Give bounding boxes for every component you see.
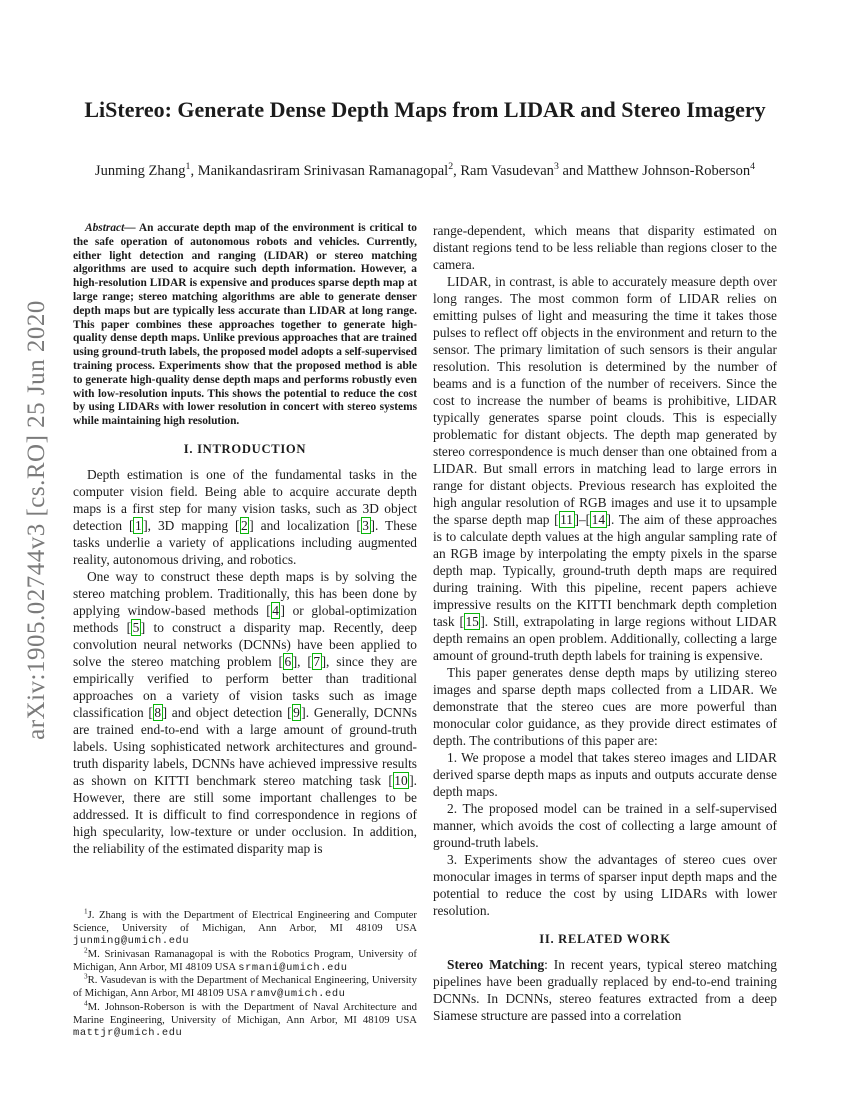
footnote-4: [73, 1001, 417, 1040]
abstract: [73, 222, 417, 429]
superscript: 1: [84, 907, 88, 916]
citation-link[interactable]: 9: [293, 704, 300, 720]
contribution-3: 3. Experiments show the advantages of stereo cues over monocular images in terms of sparser input depth maps and the potential to reduce the cost by using LIDARs with lower resolution.: [433, 852, 777, 918]
superscript: 1: [185, 161, 191, 173]
intro-paragraph-2-continued: range-dependent, which means that disparity estimated on distant regions tend to be less reliable than regions closer to the camera.: [433, 223, 777, 272]
footnote-1-email: junming@umich.edu: [73, 935, 190, 948]
footnote-3: [73, 974, 417, 1000]
intro-paragraph-4: This paper generates dense depth maps by utilizing stereo images and sparse depth maps collected from a LIDAR. We demonstrate that the stereo cues are more powerful than monocular color guidance, as they provide direct estimates of depth. The contributions of this paper are:: [433, 665, 777, 748]
related-work-lead: Stereo Matching: [447, 957, 545, 972]
superscript: 4: [84, 999, 88, 1008]
authors-line: Junming Zhang$^1$, Manikandasriram Srinivasan Ramanagopal$^2$, Ram Vasudevan$^3$ and Matthew Johnson-Roberson$^4$: [94, 161, 756, 179]
citation-link[interactable]: 1: [134, 517, 142, 533]
abstract-lead: Abstract—: [85, 222, 136, 234]
footnote-4-text: $^4$M. Johnson-Roberson is with the Department of Naval Architecture and Marine Engineering, University of Michigan, Ann Arbor, MI 48109 USA: [73, 999, 417, 1026]
footnote-1-text: $^1$J. Zhang is with the Department of Electrical Engineering and Computer Science, University of Michigan, Ann Arbor, MI 48109 USA: [73, 907, 417, 934]
left-column: [73, 222, 417, 1040]
superscript: 3: [84, 972, 88, 981]
superscript: 3: [553, 161, 559, 173]
citation-link[interactable]: 11: [560, 512, 573, 527]
section-heading-related-work: II. RELATED WORK: [539, 932, 671, 946]
abstract-text: An accurate depth map of the environment is critical to the safe operation of autonomous robots and vehicles. Currently, either light detection and ranging (LIDAR) or stereo matching algorithms are used to acquire such depth information. However, a high-resolution LIDAR is expensive and produces sparse depth map at large range; stereo matching algorithms are able to generate denser depth maps but are typically less accurate than LIDAR at long range. This paper combines these approaches together to generate high-quality dense depth maps. Unlike previous approaches that are trained using ground-truth labels, the proposed model adopts a self-supervised training process. Experiments show that the proposed method is able to generate high-quality dense depth maps and performs robustly even with low-resolution inputs. This shows the potential to reduce the cost by using LIDARs with lower resolution in concert with stereo systems while maintaining high resolution.: [73, 222, 417, 428]
intro-paragraph-3: LIDAR, in contrast, is able to accurately measure depth over long ranges. The most common form of LIDAR relies on emitting pulses of light and measuring the time it takes those pulses to reflect off objects in the environment and return to the sensor. The primary limitation of such sensors is their angular resolution. This resolution is determined by the number of beams and is a function of the number of receivers. Since the cost to increase the number of beams is prohibitive, LIDAR typically generates sparse point clouds. This is especially problematic for distant objects. The depth map generated by stereo correspondence is much denser than one obtained from a LIDAR. But small errors in matching lead to large errors in range for distant objects. Previous research has exploited the high angular resolution of RGB images and use it to upsample the sparse depth map [ 11 ]–[ 14 ]. The aim of these approaches is to calculate depth values at the high angular sampling rate of an RGB image by interpolating the empty pixels in the sparse depth map. Typically, ground-truth depth maps are required during training. With this pipeline, recent papers achieve impressive results on the KITTI benchmark depth completion task [ 15 ]. Still, extrapolating in large regions without LIDAR depth remains an open problem. Additionally, collecting a large amount of ground-truth depth labels for training is expensive.: [433, 274, 777, 663]
right-column: [433, 222, 777, 1040]
intro-paragraph-2: One way to construct these depth maps is by solving the stereo matching problem. Traditionally, this has been done by applying window-based methods [ 4 ] or global-optimization methods [ 5 ] to construct a disparity map. Recently, deep convolution neural networks (DCNNs) have been applied to solve the stereo matching problem [ 6 ], [ 7 ], since they are empirically verified to perform better than traditional approaches on a variety of vision tasks such as image classification [ 8 ] and object detection [ 9 ]. Generally, DCNNs are trained end-to-end with a large amount of ground-truth labels. Using sophisticated network architectures and ground-truth disparity labels, DCNNs have achieved impressive results as shown on KITTI benchmark stereo matching task [ 10 ]. However, there are still some important challenges to be addressed. It is difficult to find correspondence in regions of high specularity, low-texture or under occlusion. In addition, the reliability of the estimated disparity map is: [73, 568, 417, 856]
citation-link[interactable]: 6: [284, 653, 292, 669]
citation-link[interactable]: 4: [272, 602, 279, 618]
citation-link[interactable]: 2: [241, 517, 248, 533]
related-work-paragraph-1: [433, 956, 777, 1024]
footnote-3-text: $^3$R. Vasudevan is with the Department of Mechanical Engineering, University of Michigan, Ann Arbor, MI 48109 USA: [73, 972, 417, 1000]
section-heading-introduction: I. INTRODUCTION: [183, 441, 307, 456]
superscript: 4: [750, 161, 756, 173]
citation-link[interactable]: 3: [362, 517, 369, 533]
footnote-2: [73, 948, 417, 974]
intro-paragraph-1: Depth estimation is one of the fundamental tasks in the computer vision field. Being able to acquire accurate depth maps is a first step for many vision tasks, such as 3D object detection [ 1 ], 3D mapping [ 2 ] and localization [ 3 ]. These tasks underlie a variety of applications including augmented reality, autonomous driving, and robotics.: [73, 466, 417, 567]
citation-link[interactable]: 10: [394, 772, 408, 788]
citation-link[interactable]: 14: [591, 512, 606, 527]
footnote-2-text: $^2$M. Srinivasan Ramanagopal is with the Robotics Program, University of Michigan, Ann Arbor, MI 48109 USA: [73, 946, 417, 973]
contribution-2: 2. The proposed model can be trained in a self-supervised manner, which avoids the cost of collecting a large amount of ground-truth labels.: [433, 801, 777, 850]
citation-link[interactable]: 15: [465, 614, 479, 629]
footnote-4-email: mattjr@umich.edu: [73, 1027, 183, 1040]
footnote-3-email: ramv@umich.edu: [249, 988, 346, 1001]
page-title: LiStereo: Generate Dense Depth Maps from LIDAR and Stereo Imagery: [84, 97, 766, 122]
footnote-2-email: srmani@umich.edu: [238, 961, 348, 974]
superscript: 2: [84, 946, 88, 955]
related-work-text: : In recent years, typical stereo matching pipelines have been gradually replaced by end-to-end training DCNNs. In DCNNs, stereo features extracted from a deep Siamese structure are passed into a correlation: [433, 957, 777, 1023]
footnote-1: [73, 909, 417, 948]
arxiv-watermark: arXiv:1905.02744v3 [cs.RO] 25 Jun 2020: [23, 300, 50, 740]
citation-link[interactable]: 5: [132, 619, 140, 635]
footnotes: [73, 909, 417, 1040]
citation-link[interactable]: 7: [313, 653, 321, 669]
contribution-1: 1. We propose a model that takes stereo images and LIDAR derived sparse depth maps as inputs and outputs accurate dense depth maps.: [433, 750, 777, 799]
superscript: 2: [448, 161, 454, 173]
citation-link[interactable]: 8: [154, 704, 162, 720]
paper-body: [73, 222, 777, 1040]
